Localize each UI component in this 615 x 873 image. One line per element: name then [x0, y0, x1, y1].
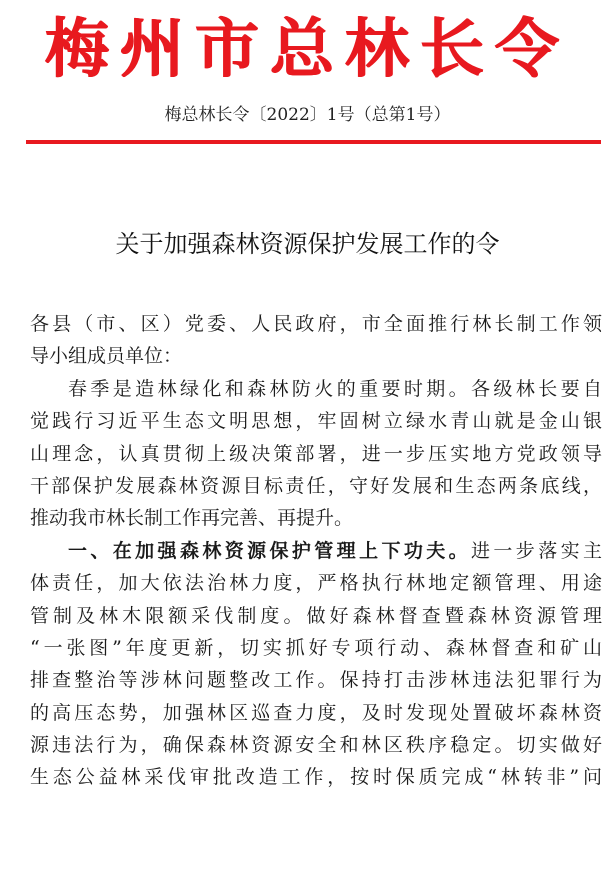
para2-line-5: 排查整治等涉林问题整改工作。保持打击涉林违法犯罪行为: [30, 669, 602, 692]
para2-first-rest: 进一步落实主: [471, 539, 602, 562]
document-number: 梅总林长令〔2022〕1号（总第1号）: [164, 105, 451, 125]
document-body: [30, 308, 602, 794]
red-divider-line: [26, 140, 601, 144]
masthead-title: 梅州市总林长令: [45, 12, 570, 87]
para2-line-2: 体责任，加大依法治林力度，严格执行林地定额管理、用途: [30, 572, 602, 595]
section-heading-1: 一、在加强森林资源保护管理上下功夫。: [68, 539, 472, 562]
para1-line-4: 干部保护发展森林资源目标责任，守好发展和生态两条底线，: [30, 474, 602, 497]
document-title: 关于加强森林资源保护发展工作的令: [115, 230, 500, 258]
addressee-line-2: 导小组成员单位：: [30, 345, 183, 368]
para1-line-2: 觉践行习近平生态文明思想，牢固树立绿水青山就是金山银: [30, 410, 602, 433]
para2-line-8: 生态公益林采伐审批改造工作，按时保质完成“林转非”问: [30, 766, 602, 789]
para1-line-3: 山理念，认真贯彻上级决策部署，进一步压实地方党政领导: [30, 442, 602, 465]
para2-line-4: “一张图”年度更新，切实抓好专项行动、森林督查和矿山: [30, 636, 602, 659]
para1-line-1: 春季是造林绿化和森林防火的重要时期。各级林长要自: [68, 377, 602, 400]
para1-line-5: 推动我市林长制工作再完善、再提升。: [30, 507, 354, 530]
para2-line-6: 的高压态势，加强林区巡查力度，及时发现处置破坏森林资: [30, 701, 602, 724]
addressee-line-1: 各县（市、区）党委、人民政府，市全面推行林长制工作领: [30, 313, 602, 335]
para2-line-3: 管制及林木限额采伐制度。做好森林督查暨森林资源管理: [30, 604, 602, 627]
para2-line-7: 源违法行为，确保森林资源安全和林区秩序稳定。切实做好: [30, 734, 602, 757]
para2-line-1: [30, 535, 602, 567]
